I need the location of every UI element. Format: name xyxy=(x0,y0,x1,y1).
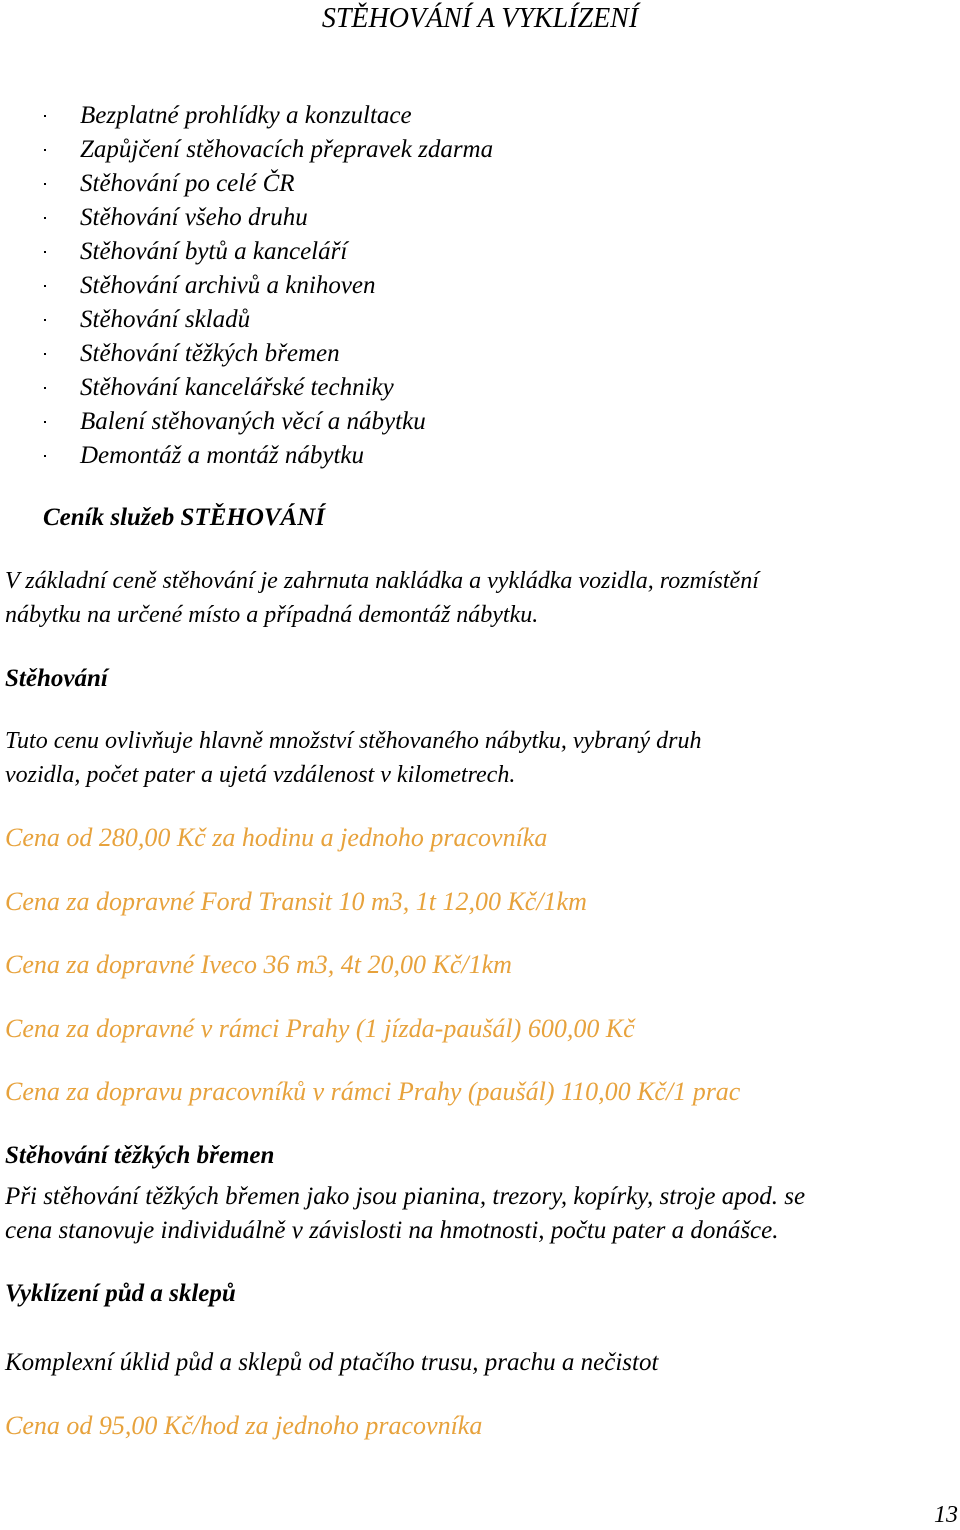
bullet-icon xyxy=(44,421,46,423)
list-item xyxy=(0,439,493,473)
clearing-heading: Vyklízení půd a sklepů xyxy=(5,1280,236,1307)
bullet-icon xyxy=(44,217,46,219)
service-label: Stěhování těžkých břemen xyxy=(80,340,340,367)
service-label: Stěhování skladů xyxy=(80,306,251,333)
moving-text-line-2: vozidla, počet pater a ujetá vzdálenost v kilometrech. xyxy=(5,762,516,788)
clearing-price: Cena od 95,00 Kč/hod za jednoho pracovníka xyxy=(5,1411,483,1440)
list-item xyxy=(0,99,493,133)
bullet-icon xyxy=(44,455,46,457)
bullet-icon xyxy=(44,319,46,321)
moving-text-line-1: Tuto cenu ovlivňuje hlavně množství stěhovaného nábytku, vybraný druh xyxy=(5,728,702,754)
service-label: Bezplatné prohlídky a konzultace xyxy=(80,102,412,129)
bullet-icon xyxy=(44,387,46,389)
base-price-line-1: V základní ceně stěhování je zahrnuta nakládka a vykládka vozidla, rozmístění xyxy=(5,568,759,594)
list-item xyxy=(0,269,493,303)
bullet-icon xyxy=(44,149,46,151)
price-line: Cena za dopravné v rámci Prahy (1 jízda-paušál) 600,00 Kč xyxy=(5,1014,635,1043)
list-item xyxy=(0,405,493,439)
service-label: Stěhování archivů a knihoven xyxy=(80,272,376,299)
bullet-icon xyxy=(44,115,46,117)
bullet-icon xyxy=(44,251,46,253)
clearing-text: Komplexní úklid půd a sklepů od ptačího trusu, prachu a nečistot xyxy=(5,1349,659,1376)
heavy-text-line-1: Při stěhování těžkých břemen jako jsou pianina, trezory, kopírky, stroje apod. se xyxy=(5,1183,806,1210)
list-item xyxy=(0,235,493,269)
heavy-heading: Stěhování těžkých břemen xyxy=(5,1142,275,1169)
list-item xyxy=(0,337,493,371)
services-list xyxy=(0,99,493,473)
service-label: Demontáž a montáž nábytku xyxy=(80,442,364,469)
service-label: Stěhování všeho druhu xyxy=(80,204,308,231)
service-label: Zapůjčení stěhovacích přepravek zdarma xyxy=(80,136,494,163)
bullet-icon xyxy=(44,353,46,355)
heavy-text-line-2: cena stanovuje individuálně v závislosti na hmotnosti, počtu pater a donášce. xyxy=(5,1217,779,1244)
service-label: Balení stěhovaných věcí a nábytku xyxy=(80,408,426,435)
list-item xyxy=(0,303,493,337)
price-line: Cena od 280,00 Kč za hodinu a jednoho pracovníka xyxy=(5,823,548,852)
moving-heading: Stěhování xyxy=(5,665,108,692)
price-line: Cena za dopravu pracovníků v rámci Prahy (paušál) 110,00 Kč/1 prac xyxy=(5,1077,741,1106)
bullet-icon xyxy=(44,183,46,185)
price-line: Cena za dopravné Ford Transit 10 m3, 1t 12,00 Kč/1km xyxy=(5,887,587,916)
base-price-line-2: nábytku na určené místo a případná demontáž nábytku. xyxy=(5,602,539,628)
price-line: Cena za dopravné Iveco 36 m3, 4t 20,00 Kč/1km xyxy=(5,950,512,979)
page-title: STĚHOVÁNÍ A VYKLÍZENÍ xyxy=(321,3,639,34)
service-label: Stěhování bytů a kanceláří xyxy=(80,238,348,265)
service-label: Stěhování kancelářské techniky xyxy=(80,374,394,401)
list-item xyxy=(0,201,493,235)
pricelist-heading: Ceník služeb STĚHOVÁNÍ xyxy=(43,504,326,531)
bullet-icon xyxy=(44,285,46,287)
list-item xyxy=(0,133,493,167)
list-item xyxy=(0,167,493,201)
page-number: 13 xyxy=(934,1502,958,1528)
service-label: Stěhování po celé ČR xyxy=(80,170,295,197)
list-item xyxy=(0,371,493,405)
